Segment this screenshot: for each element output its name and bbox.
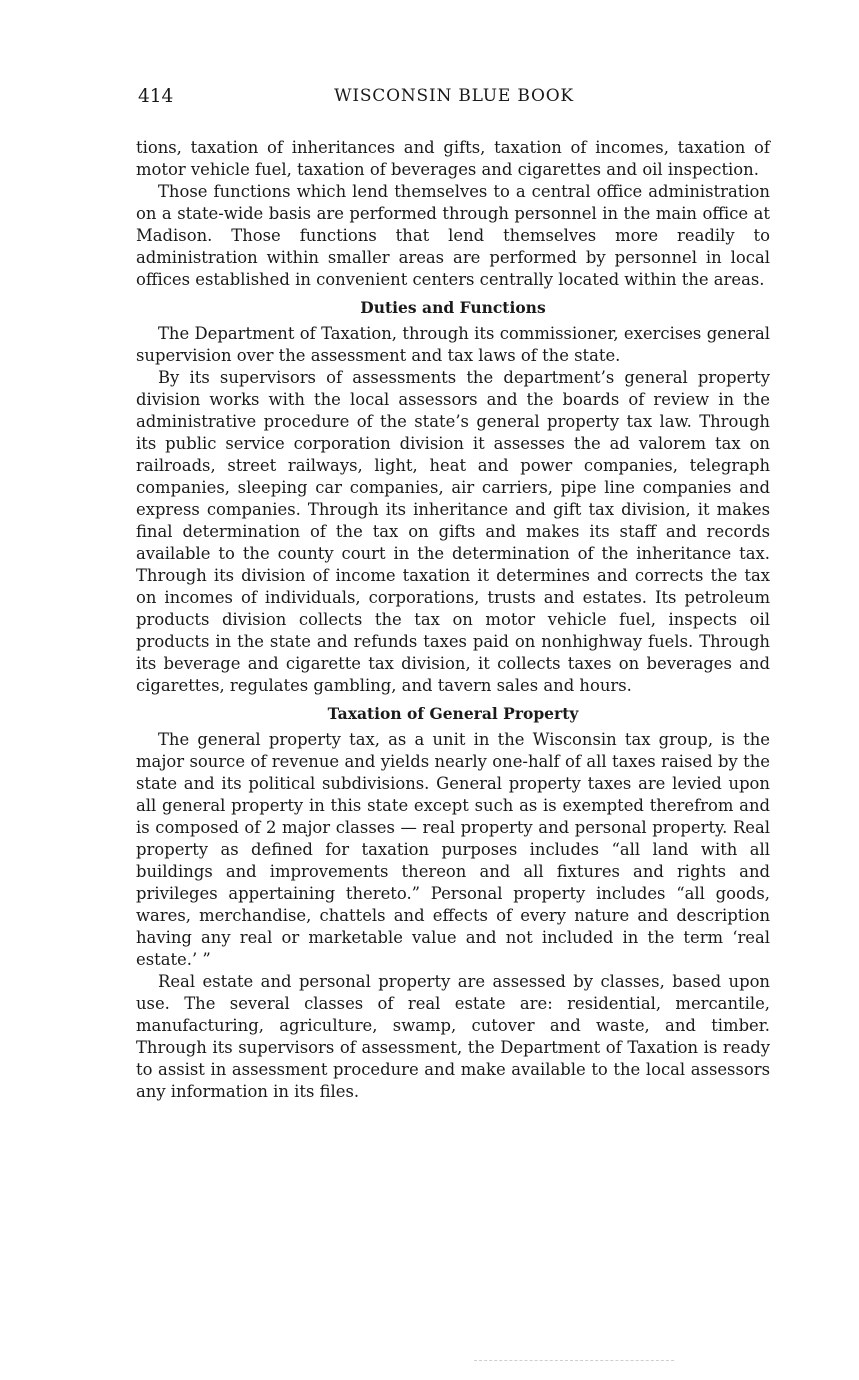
paragraph-duties-supervision: The Department of Taxation, through its commissioner, exercises general supervision over the assessment and tax laws of the state. — [136, 324, 770, 365]
paragraph-property-definition: The general property tax, as a unit in the Wisconsin tax group, is the major source of revenue and yields nearly one-half of all taxes raised by the state and its political subdivisions. General property taxes are levied upon all general property in this state except such as is exempted therefrom and is composed of 2 major classes — real property and personal property. Real property as defined for taxation purposes includes “all land with all buildings and improvements thereon and all fixtures and rights and privileges appertaining thereto.” Personal property includes “all goods, wares, merchandise, chattels and effects of every nature and description having any real or marketable value and not included in the term ‘real estate.’ ” — [136, 730, 770, 969]
section-heading-duties: Duties and Functions — [360, 298, 546, 317]
running-title: WISCONSIN BLUE BOOK — [334, 86, 574, 106]
paragraph-property-classes: Real estate and personal property are assessed by classes, based upon use. The several classes of real estate are: residential, mercantile, manufacturing, agriculture, swamp, cutover and waste, and timber. Through its supervisors of assessment, the Department of Taxation is ready to assist in assessment procedure and make available to the local assessors any information in its files. — [136, 972, 770, 1101]
paragraph-central-office: Those functions which lend themselves to a central office administration on a state-wide basis are performed through personnel in the main office at Madison. Those functions that lend themselves more readily to administration within smaller areas are performed by personnel in local offices established in convenient centers centrally located within the areas. — [136, 182, 770, 289]
page-header — [138, 86, 770, 112]
section-heading-general-property: Taxation of General Property — [327, 704, 579, 723]
page-number: 414 — [138, 86, 174, 107]
paragraph-duties-divisions: By its supervisors of assessments the department’s general property division works with the local assessors and the boards of review in the administrative procedure of the state’s general property tax law. Through its public service corporation division it assesses the ad valorem tax on railroads, street railways, light, heat and power companies, telegraph companies, sleeping car companies, air carriers, pipe line companies and express companies. Through its inheritance and gift tax division, it makes final determination of the tax on gifts and makes its staff and records available to the county court in the determination of the inheritance tax. Through its division of income taxation it determines and corrects the tax on incomes of individuals, corporations, trusts and estates. Its petroleum products division collects the tax on motor vehicle fuel, inspects oil products in the state and refunds taxes paid on nonhighway fuels. Through its beverage and cigarette tax division, it collects taxes on beverages and cigarettes, regulates gambling, and tavern sales and hours. — [136, 368, 770, 695]
footer-print-marks — [474, 1360, 674, 1365]
paragraph-intro-continued: tions, taxation of inheritances and gifts, taxation of incomes, taxation of motor vehicle fuel, taxation of beverages and cigarettes and oil inspection. — [136, 138, 770, 179]
page-body — [136, 137, 770, 1103]
